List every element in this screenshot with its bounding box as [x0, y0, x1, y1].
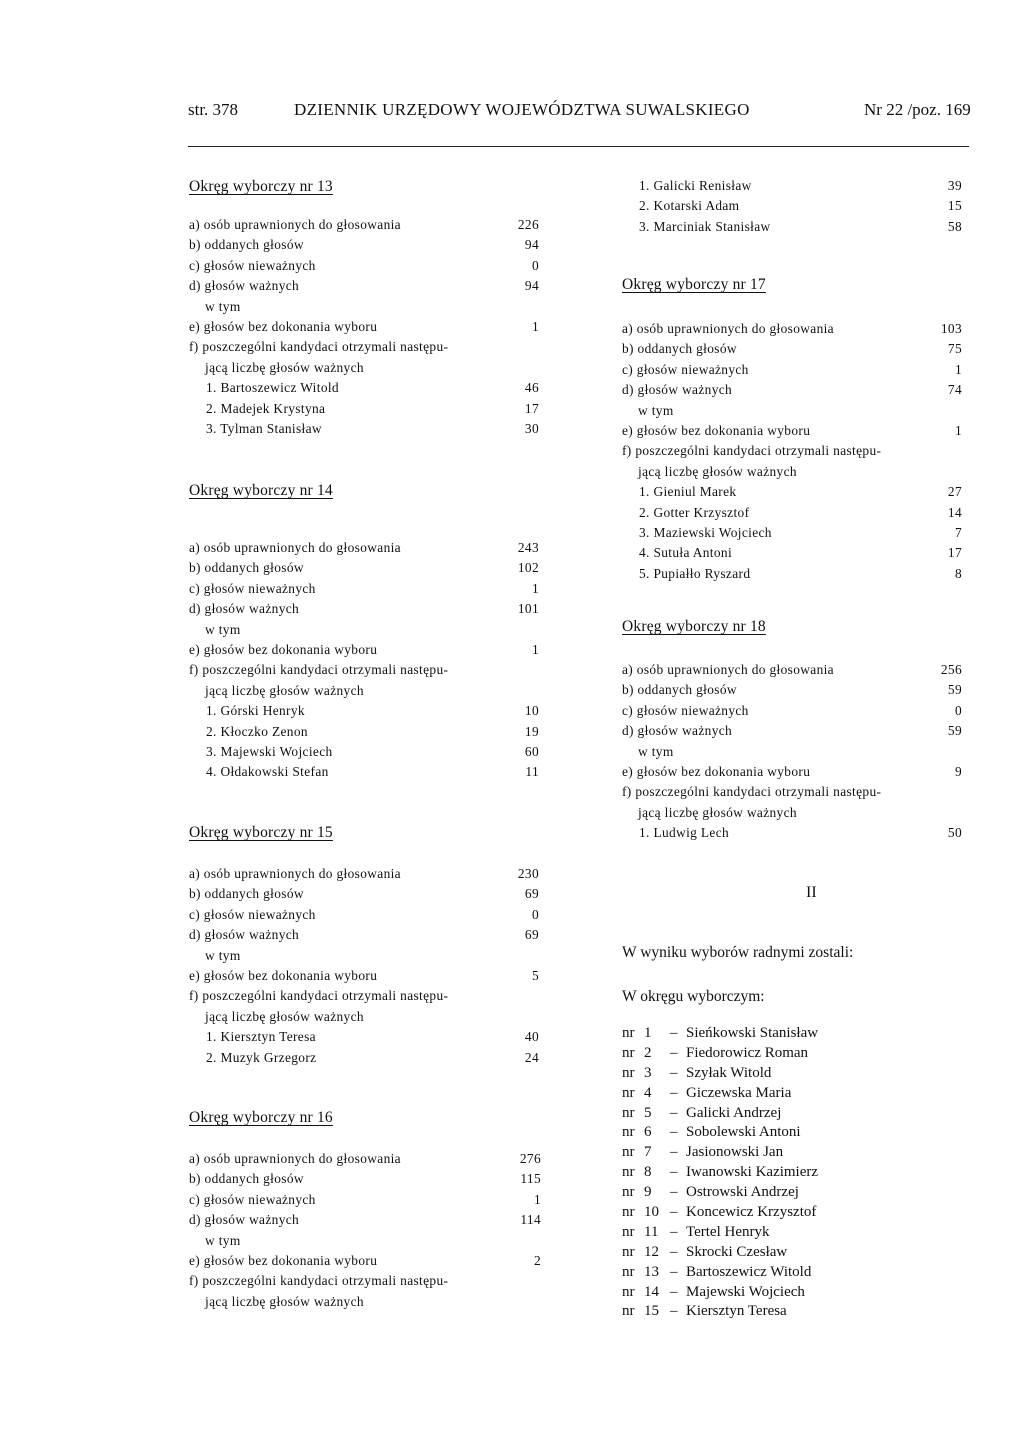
- stat-row-candidates-intro: f) poszczególni kandydaci otrzymali następu-: [189, 662, 449, 678]
- stat-row-no-choice: e) głosów bez dokonania wyboru 9: [622, 763, 962, 779]
- stat-row-invalid: c) głosów nieważnych 1: [189, 1191, 541, 1207]
- w-tym-label: w tym: [205, 298, 241, 314]
- stat-row-invalid: c) głosów nieważnych 0: [622, 702, 962, 718]
- w-tym-label: w tym: [205, 1232, 241, 1248]
- candidate-row: 1. Galicki Renisław 39: [639, 178, 962, 193]
- candidate-row: 1. Bartoszewicz Witold 46: [206, 380, 539, 396]
- stat-row-valid: d) głosów ważnych 59: [622, 723, 962, 739]
- stat-row-eligible: a) osób uprawnionych do głosowania 230: [189, 866, 539, 881]
- elected-subheading: W okręgu wyborczym:: [622, 988, 765, 1005]
- district-16-candidates: [622, 176, 962, 237]
- elected-row: nr 13 – Bartoszewicz Witold: [622, 1263, 812, 1280]
- stat-row-no-choice: e) głosów bez dokonania wyboru 1: [622, 422, 962, 438]
- stat-row-cast: b) oddanych głosów 69: [189, 886, 539, 902]
- candidate-row: 1. Ludwig Lech 50: [639, 825, 962, 841]
- candidate-row: 4. Ołdakowski Stefan 11: [206, 764, 539, 780]
- district-16-section: [189, 1109, 541, 1312]
- stat-row-candidates-intro-cont: jącą liczbę głosów ważnych: [205, 682, 364, 698]
- district-13-section: [189, 178, 539, 439]
- district-title: Okręg wyborczy nr 18: [622, 618, 766, 635]
- page-number: str. 378: [188, 100, 239, 119]
- candidate-row: 4. Sutuła Antoni 17: [639, 545, 962, 561]
- elected-row: nr 1 – Sieńkowski Stanisław: [622, 1025, 819, 1041]
- w-tym-label: w tym: [205, 947, 241, 963]
- stat-row-no-choice: e) głosów bez dokonania wyboru 2: [189, 1252, 541, 1268]
- stat-row-eligible: a) osób uprawnionych do głosowania 256: [622, 662, 962, 677]
- stat-row-candidates-intro: f) poszczególni kandydaci otrzymali następu-: [622, 784, 882, 800]
- stat-row-eligible: a) osób uprawnionych do głosowania 276: [189, 1151, 541, 1166]
- candidate-row: 3. Maziewski Wojciech 7: [639, 524, 962, 540]
- candidate-row: 2. Kłoczko Zenon 19: [206, 723, 539, 739]
- stat-row-candidates-intro-cont: jącą liczbę głosów ważnych: [205, 1008, 364, 1024]
- stat-row-valid: d) głosów ważnych 114: [189, 1212, 541, 1228]
- stat-row-valid: d) głosów ważnych 94: [189, 278, 539, 294]
- stat-row-candidates-intro-cont: jącą liczbę głosów ważnych: [205, 1293, 364, 1309]
- stat-row-eligible: a) osób uprawnionych do głosowania 243: [189, 540, 539, 555]
- stat-row-no-choice: e) głosów bez dokonania wyboru 5: [189, 967, 539, 983]
- candidate-row: 5. Pupiałło Ryszard 8: [639, 565, 962, 581]
- elected-list: [622, 1024, 818, 1322]
- stat-row-cast: b) oddanych głosów 102: [189, 560, 539, 576]
- elected-row: nr 11 – Tertel Henryk: [622, 1223, 770, 1240]
- district-title: Okręg wyborczy nr 16: [189, 1109, 333, 1126]
- section-numeral: II: [806, 884, 817, 901]
- candidate-row: 2. Gotter Krzysztof 14: [639, 504, 962, 520]
- stat-row-candidates-intro-cont: jącą liczbę głosów ważnych: [205, 359, 364, 375]
- elected-row: nr 15 – Kiersztyn Teresa: [622, 1303, 787, 1320]
- district-title: Okręg wyborczy nr 17: [622, 276, 766, 293]
- candidate-row: 2. Kotarski Adam 15: [639, 198, 962, 214]
- district-title: Okręg wyborczy nr 14: [189, 482, 333, 499]
- stat-row-eligible: a) osób uprawnionych do głosowania 226: [189, 217, 539, 232]
- stat-row-invalid: c) głosów nieważnych 0: [189, 906, 539, 922]
- stat-row-candidates-intro-cont: jącą liczbę głosów ważnych: [638, 804, 797, 820]
- stat-row-candidates-intro-cont: jącą liczbę głosów ważnych: [638, 463, 797, 479]
- district-title: Okręg wyborczy nr 15: [189, 824, 333, 841]
- candidate-row: 1. Kiersztyn Teresa 40: [206, 1029, 539, 1045]
- district-17-section: [622, 276, 962, 584]
- stat-row-valid: d) głosów ważnych 69: [189, 927, 539, 943]
- stat-row-cast: b) oddanych głosów 59: [622, 682, 962, 698]
- elected-intro: W wyniku wyborów radnymi zostali:: [622, 944, 854, 961]
- district-15-section: [189, 824, 539, 1068]
- page-header: [188, 100, 971, 122]
- elected-row: nr 3 – Szyłak Witold: [622, 1064, 772, 1081]
- w-tym-label: w tym: [638, 743, 674, 759]
- stat-row-no-choice: e) głosów bez dokonania wyboru 1: [189, 641, 539, 657]
- candidate-row: 1. Górski Henryk 10: [206, 703, 539, 719]
- district-title: Okręg wyborczy nr 13: [189, 178, 333, 195]
- stat-row-invalid: c) głosów nieważnych 0: [189, 257, 539, 273]
- header-rule: [188, 146, 969, 147]
- candidate-row: 1. Gieniul Marek 27: [639, 484, 962, 500]
- candidate-row: 3. Marciniak Stanisław 58: [639, 218, 962, 234]
- stat-row-candidates-intro: f) poszczególni kandydaci otrzymali następu-: [622, 443, 882, 459]
- stat-row-eligible: a) osób uprawnionych do głosowania 103: [622, 321, 962, 336]
- stat-row-candidates-intro: f) poszczególni kandydaci otrzymali następu-: [189, 1273, 449, 1289]
- issue-number: Nr 22 /poz. 169: [864, 100, 971, 119]
- stat-row-candidates-intro: f) poszczególni kandydaci otrzymali następu-: [189, 339, 449, 355]
- stat-row-candidates-intro: f) poszczególni kandydaci otrzymali następu-: [189, 988, 449, 1004]
- elected-row: nr 14 – Majewski Wojciech: [622, 1283, 805, 1300]
- stat-row-no-choice: e) głosów bez dokonania wyboru 1: [189, 318, 539, 334]
- stat-row-cast: b) oddanych głosów 115: [189, 1171, 541, 1187]
- elected-row: nr 6 – Sobolewski Antoni: [622, 1124, 801, 1141]
- stat-row-cast: b) oddanych głosów 94: [189, 237, 539, 253]
- district-14-section: [189, 482, 539, 783]
- candidate-row: 3. Majewski Wojciech 60: [206, 743, 539, 759]
- elected-row: nr 4 – Giczewska Maria: [622, 1084, 792, 1101]
- elected-row: nr 8 – Iwanowski Kazimierz: [622, 1164, 819, 1181]
- district-18-section: [622, 618, 962, 844]
- stat-row-cast: b) oddanych głosów 75: [622, 341, 962, 357]
- stat-row-valid: d) głosów ważnych 74: [622, 382, 962, 398]
- elected-row: nr 2 – Fiedorowicz Roman: [622, 1044, 809, 1061]
- candidate-row: 2. Madejek Krystyna 17: [206, 400, 539, 416]
- candidate-row: 3. Tylman Stanisław 30: [206, 420, 539, 436]
- elected-row: nr 10 – Koncewicz Krzysztof: [622, 1204, 817, 1221]
- stat-row-invalid: c) głosów nieważnych 1: [622, 361, 962, 377]
- candidate-row: 2. Muzyk Grzegorz 24: [206, 1049, 539, 1065]
- elected-row: nr 5 – Galicki Andrzej: [622, 1104, 782, 1121]
- elected-row: nr 9 – Ostrowski Andrzej: [622, 1184, 799, 1201]
- journal-title: DZIENNIK URZĘDOWY WOJEWÓDZTWA SUWALSKIEGO: [294, 100, 750, 119]
- w-tym-label: w tym: [638, 402, 674, 418]
- stat-row-valid: d) głosów ważnych 101: [189, 601, 539, 617]
- elected-row: nr 12 – Skrocki Czesław: [622, 1243, 788, 1260]
- elected-row: nr 7 – Jasionowski Jan: [622, 1144, 784, 1161]
- w-tym-label: w tym: [205, 621, 241, 637]
- stat-row-invalid: c) głosów nieważnych 1: [189, 580, 539, 596]
